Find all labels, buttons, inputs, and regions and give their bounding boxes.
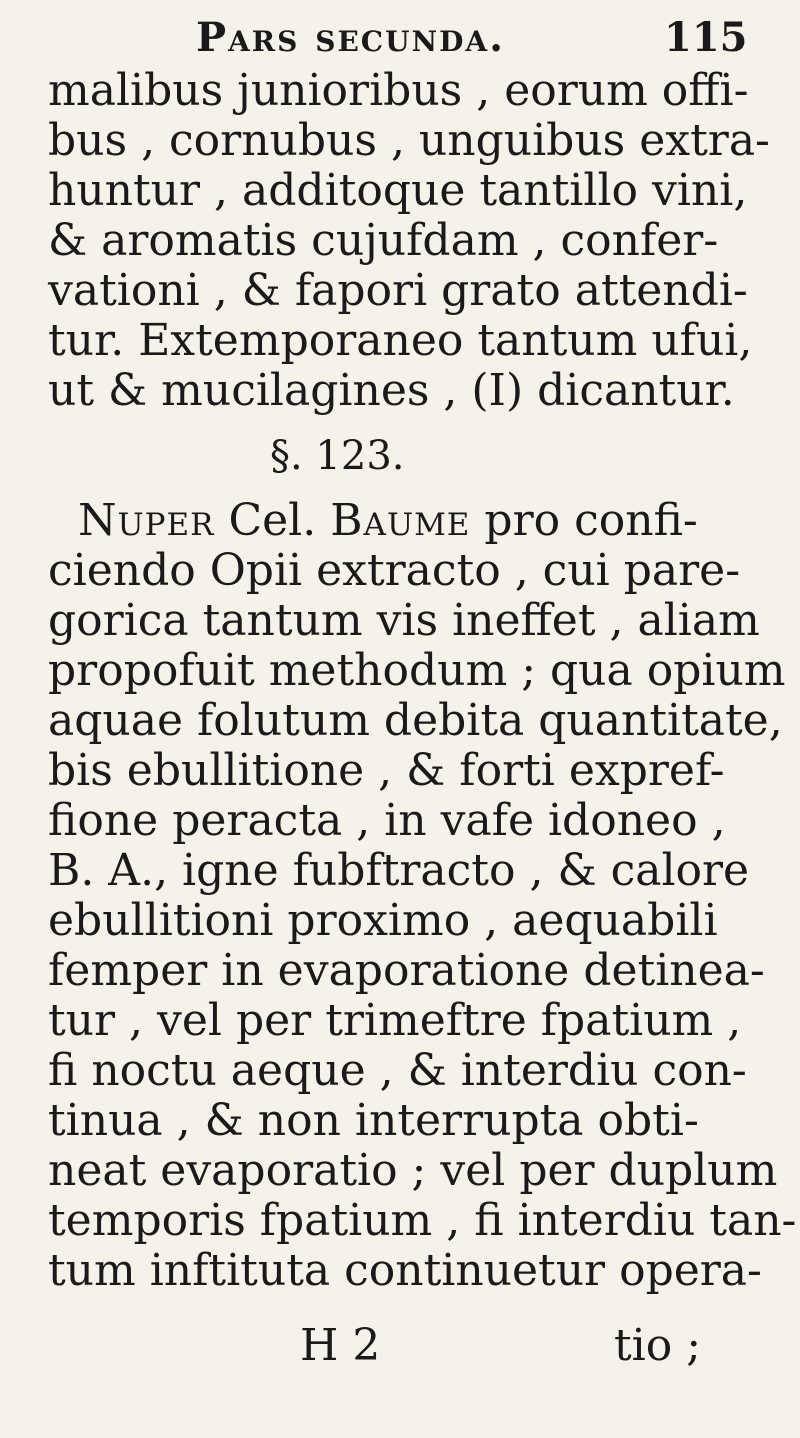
text-line: tum inftituta continuetur opera- — [48, 1245, 762, 1296]
text-line: vationi , & fapori grato attendi- — [48, 265, 748, 316]
opening-word: Nuper — [78, 495, 215, 546]
catchword: tio ; — [614, 1320, 702, 1371]
page-number: 115 — [664, 14, 748, 61]
text-line: propofuit methodum ; qua opium — [48, 645, 786, 696]
page-footer — [0, 1320, 800, 1380]
text-fragment: pro confi- — [470, 495, 698, 546]
section-number: §. 123. — [270, 433, 405, 479]
running-title: Pars secunda. — [196, 14, 506, 61]
text-line: bis ebullitione , & forti expref- — [48, 745, 725, 796]
text-line: & aromatis cujufdam , confer- — [48, 215, 719, 266]
text-line: gorica tantum vis ineffet , aliam — [48, 595, 760, 646]
text-line: bus , cornubus , unguibus extra- — [48, 115, 770, 166]
author-name: Baume — [330, 495, 471, 546]
text-fragment: Cel. — [214, 495, 331, 546]
text-line-opening — [48, 496, 768, 546]
text-line: tur. Extemporaneo tantum ufui, — [48, 315, 753, 366]
text-line: tinua , & non interrupta obti- — [48, 1095, 699, 1146]
running-head — [0, 14, 800, 66]
text-line: B. A., igne fubftracto , & calore — [48, 845, 750, 896]
text-line: femper in evaporatione detinea- — [48, 945, 765, 996]
text-line: ebullitioni proximo , aequabili — [48, 895, 718, 946]
text-line: ciendo Opii extracto , cui pare- — [48, 545, 741, 596]
text-line: tur , vel per trimeftre fpatium , — [48, 995, 742, 1046]
text-line: neat evaporatio ; vel per duplum — [48, 1145, 778, 1196]
text-line: fione peracta , in vafe idoneo , — [48, 795, 726, 846]
text-line: fi noctu aeque , & interdiu con- — [48, 1045, 747, 1096]
signature-mark: H 2 — [300, 1320, 381, 1371]
body-text — [48, 65, 797, 1296]
text-line: temporis fpatium , fi interdiu tan- — [48, 1195, 797, 1246]
text-line: aquae folutum debita quantitate, — [48, 695, 783, 746]
text-line: huntur , additoque tantillo vini, — [48, 165, 748, 216]
text-line: ut & mucilagines , (I) dicantur. — [48, 365, 735, 416]
text-line: malibus junioribus , eorum offi- — [48, 65, 749, 116]
